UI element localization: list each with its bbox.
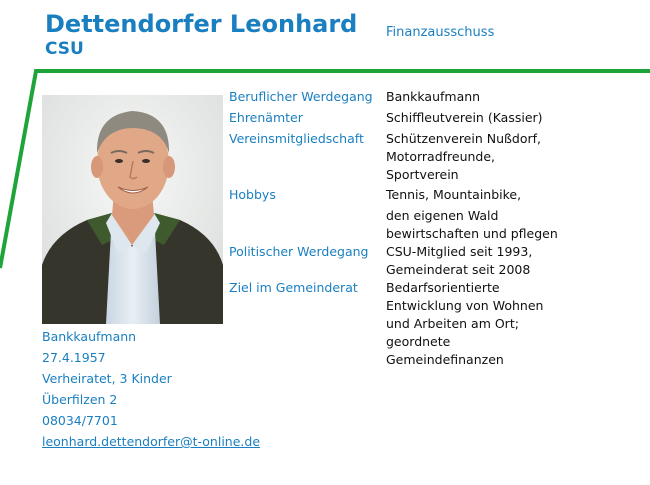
detail-value [386, 279, 636, 369]
detail-value-line: Bankkaufmann [386, 89, 481, 104]
contact-birthdate: 27.4.1957 [42, 350, 106, 365]
detail-value-line: Schiffleutverein (Kassier) [386, 110, 543, 125]
detail-value-line: Motorradfreunde, [386, 149, 496, 164]
detail-value-line: Gemeindefinanzen [386, 352, 504, 367]
detail-value-line: CSU-Mitglied seit 1993, [386, 244, 533, 259]
contact-email-link[interactable]: leonhard.dettendorfer@t-online.de [42, 434, 261, 449]
detail-value-line: den eigenen Wald [386, 208, 499, 223]
party-name: CSU [45, 39, 84, 59]
detail-label: Politischer Werdegang [229, 244, 369, 259]
contact-profession: Bankkaufmann [42, 329, 137, 344]
detail-value-line: Schützenverein Nußdorf, [386, 131, 541, 146]
detail-label: Hobbys [229, 187, 276, 202]
detail-value-line: und Arbeiten am Ort; [386, 316, 519, 331]
contact-family: Verheiratet, 3 Kinder [42, 371, 172, 386]
candidate-photo [42, 95, 223, 324]
detail-value [386, 109, 636, 127]
detail-value-line: Tennis, Mountainbike, [386, 187, 522, 202]
detail-value-line: Gemeinderat seit 2008 [386, 262, 531, 277]
detail-value [386, 186, 636, 204]
contact-address: Überfilzen 2 [42, 392, 118, 407]
contact-info [42, 326, 260, 452]
detail-label: Beruflicher Werdegang [229, 89, 373, 104]
detail-value-line: Entwicklung von Wohnen [386, 298, 544, 313]
detail-value [386, 130, 636, 184]
candidate-name: Dettendorfer Leonhard [45, 10, 358, 38]
contact-phone: 08034/7701 [42, 413, 118, 428]
detail-value [386, 243, 636, 279]
detail-label: Vereinsmitgliedschaft [229, 131, 364, 146]
detail-value-line: Sportverein [386, 167, 459, 182]
detail-value-line: Bedarfsorientierte [386, 280, 500, 295]
detail-label: Ehrenämter [229, 110, 303, 125]
committee-name: Finanzausschuss [386, 25, 495, 40]
detail-value-line: bewirtschaften und pflegen [386, 226, 558, 241]
detail-value-line: geordnete [386, 334, 451, 349]
detail-value [386, 88, 636, 106]
detail-label: Ziel im Gemeinderat [229, 280, 358, 295]
detail-value [386, 207, 636, 243]
